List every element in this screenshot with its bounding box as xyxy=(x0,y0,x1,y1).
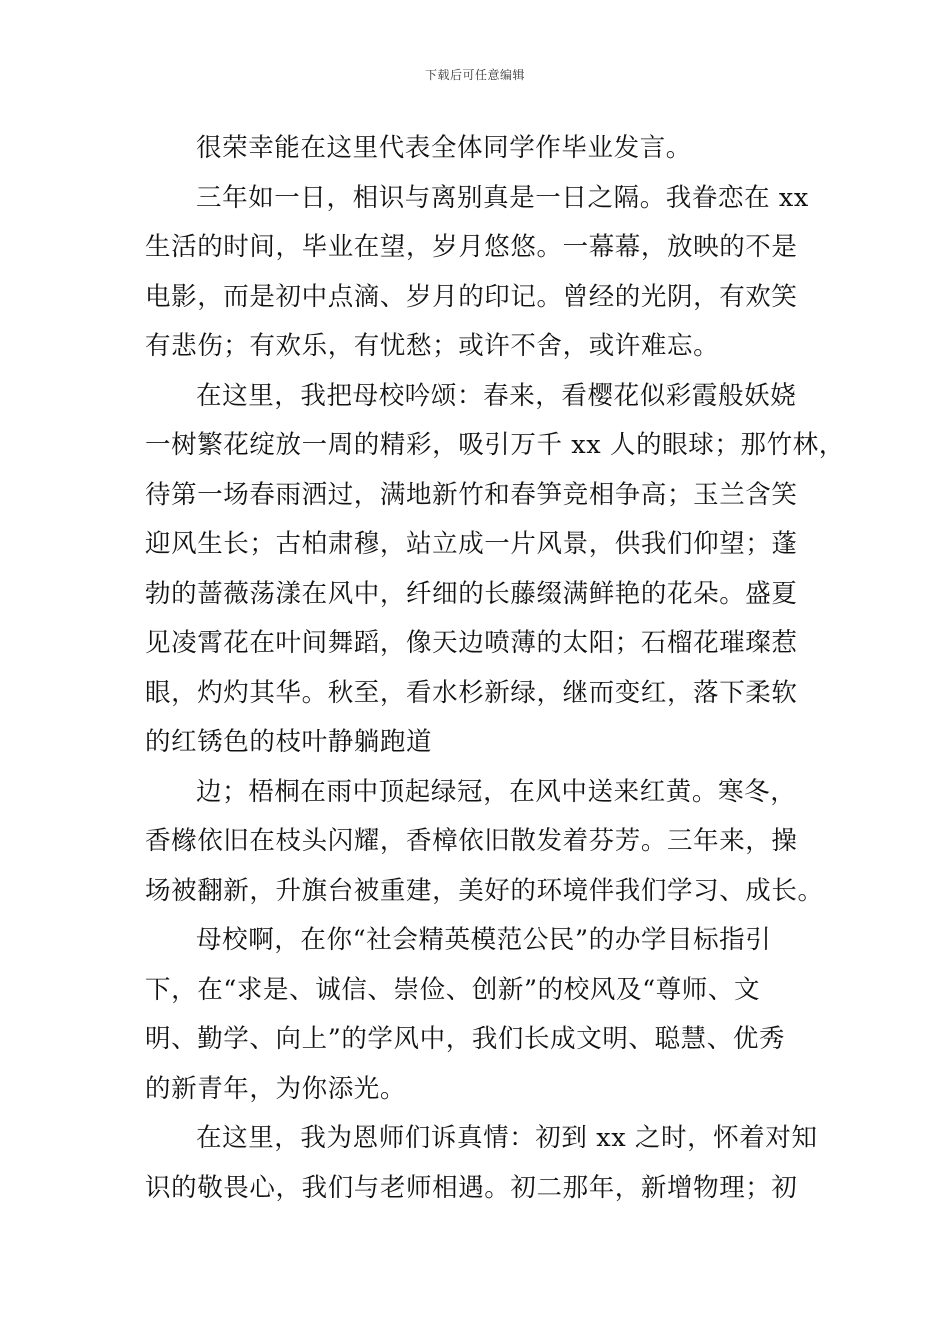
text-line: 下，在“求是、诚信、崇俭、创新”的校风及“尊师、文 xyxy=(145,974,761,1005)
text-line: 眼，灼灼其华。秋至，看水杉新绿，继而变红，落下柔软 xyxy=(145,677,798,708)
text-line: 的红锈色的枝叶静躺跑道 xyxy=(145,727,433,757)
text-line: 电影，而是初中点滴、岁月的印记。曾经的光阴，有欢笑 xyxy=(145,281,798,312)
text-line: 香橼依旧在枝头闪耀，香樟依旧散发着芬芳。三年来，操 xyxy=(145,826,798,856)
text-line: 明、勤学、向上”的学风中，我们长成文明、聪慧、优秀 xyxy=(145,1024,786,1054)
text-line: 在这里，我把母校吟颂：春来，看樱花似彩霞般妖娆 xyxy=(196,380,797,411)
text-line: 三年如一日，相识与离别真是一日之隔。我眷恋在 xx xyxy=(196,182,809,213)
text-line: 见凌霄花在叶间舞蹈，像天边喷薄的太阳；石榴花璀璨惹 xyxy=(145,628,798,658)
text-line: 一树繁花绽放一周的精彩，吸引万千 xx 人的眼球；那竹林， xyxy=(145,430,845,460)
page-header: 下载后可任意编辑 xyxy=(424,68,525,82)
text-line: 识的敬畏心，我们与老师相遇。初二那年，新增物理；初 xyxy=(145,1172,798,1203)
text-line: 场被翻新，升旗台被重建，美好的环境伴我们学习、成长。 xyxy=(145,875,824,906)
text-line: 迎风生长；古柏肃穆，站立成一片风景，供我们仰望；蓬 xyxy=(145,529,798,559)
text-line: 母校啊，在你“社会精英模范公民”的办学目标指引 xyxy=(196,925,772,955)
text-line: 生活的时间，毕业在望，岁月悠悠。一幕幕，放映的不是 xyxy=(145,232,798,262)
text-line: 有悲伤；有欢乐，有忧愁；或许不舍，或许难忘。 xyxy=(145,331,720,361)
text-line: 勃的蔷薇荡漾在风中，纤细的长藤缀满鲜艳的花朵。盛夏 xyxy=(145,578,798,609)
text-line: 在这里，我为恩师们诉真情：初到 xx 之时，怀着对知 xyxy=(196,1123,818,1153)
text-line: 的新青年，为你添光。 xyxy=(145,1073,407,1104)
text-line: 边；梧桐在雨中顶起绿冠，在风中送来红黄。寒冬， xyxy=(196,776,797,807)
text-line: 待第一场春雨洒过，满地新竹和春笋竞相争高；玉兰含笑 xyxy=(145,479,798,510)
text-line: 很荣幸能在这里代表全体同学作毕业发言。 xyxy=(196,133,692,163)
